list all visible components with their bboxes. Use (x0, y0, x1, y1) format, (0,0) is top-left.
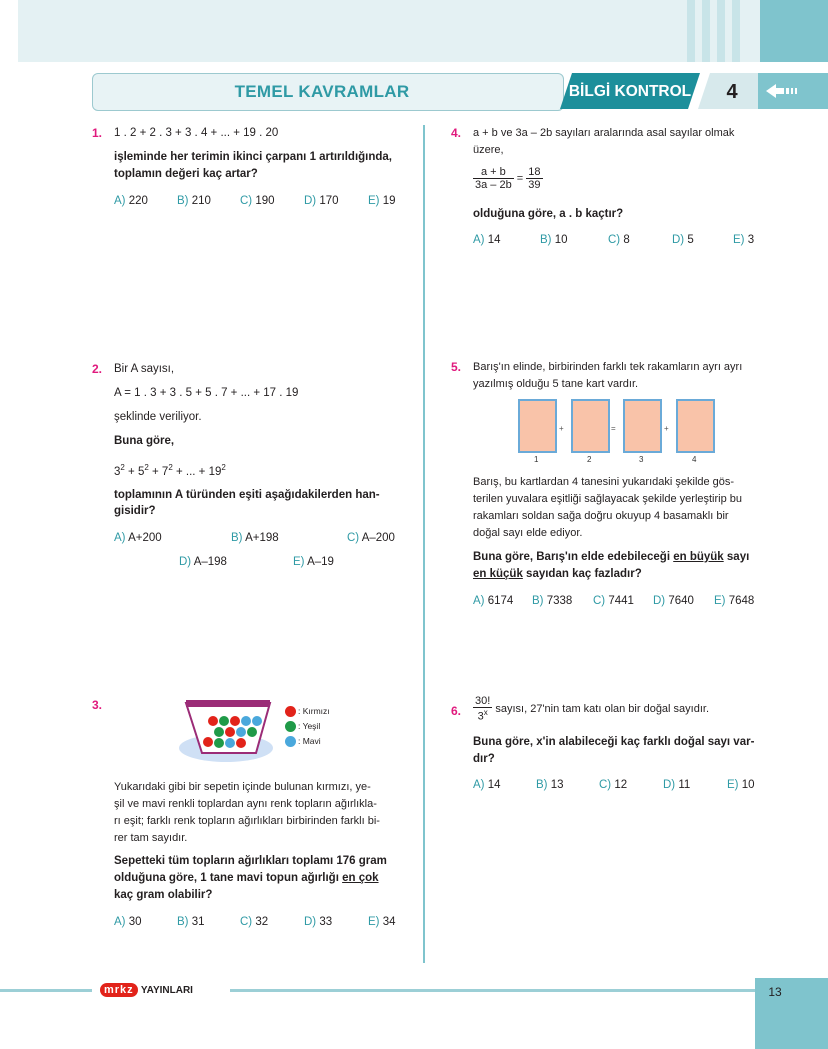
fraction-equation: $\frac{a + b}{3a - 2b}$ = $\frac{18}{39}$ (475, 166, 541, 191)
fraction-statement: $\frac{30!}{3^x}$ sayısı, 27'nin tam katı olan bir doğal sayıdır. (475, 695, 710, 723)
answer-option-b[interactable] (536, 779, 564, 791)
question-text: a + b ve 3a – 2b sayıları aralarında asal sayılar olmak (473, 127, 735, 139)
blue-ball (252, 716, 262, 726)
legend-green: : Yeşil (285, 721, 320, 732)
question-text: Yukarıdaki gibi bir sepetin içinde bulunan kırmızı, ye- (114, 781, 371, 793)
red-ball (230, 716, 240, 726)
question-text: rakamları soldan sağa doğru okuyup 4 basamaklı bir (473, 510, 729, 522)
question-number: 6. (451, 704, 462, 718)
question-text: rer tam sayıdır. (114, 832, 188, 844)
answer-option-d[interactable] (672, 234, 694, 246)
answer-option-a[interactable] (473, 779, 501, 791)
answer-option-c[interactable] (347, 532, 395, 544)
red-ball-icon (285, 706, 296, 717)
question-text: şil ve mavi renkli toplardan aynı renk topların ağırlıkla- (114, 798, 377, 810)
question-text: şeklinde veriliyor. (114, 411, 202, 423)
question-number: 4. (451, 126, 462, 140)
option-value: 7648 (728, 595, 755, 607)
option-value: 170 (319, 195, 339, 207)
question-text: terilen yuvalara eşitliği sağlayacak şekilde yerleştirip bu (473, 493, 743, 505)
option-value: 14 (487, 234, 501, 246)
fraction: $\frac{30!}{3^x}$ (475, 695, 491, 723)
page-title: TEMEL KAVRAMLAR (234, 82, 410, 101)
option-letter: D) (304, 916, 317, 928)
green-ball-icon (285, 721, 296, 732)
option-letter: C) (599, 779, 612, 791)
option-letter: B) (177, 916, 189, 928)
option-value: A–19 (307, 556, 334, 568)
question-number: 3. (92, 698, 103, 712)
question-text: gisidir? (114, 505, 156, 517)
red-ball (236, 738, 246, 748)
answer-option-b[interactable] (177, 916, 205, 928)
footer-line (0, 989, 92, 992)
legend-red: : Kırmızı (285, 706, 330, 717)
option-value: 31 (191, 916, 205, 928)
option-letter: A) (114, 195, 126, 207)
answer-option-e[interactable] (293, 556, 334, 568)
green-ball (247, 727, 257, 737)
answer-option-c[interactable] (599, 779, 627, 791)
option-letter: B) (532, 595, 544, 607)
option-letter: C) (240, 195, 253, 207)
option-letter: E) (714, 595, 726, 607)
option-value: A+200 (128, 532, 162, 544)
legend-blue: : Mavi (285, 736, 321, 747)
option-letter: A) (473, 234, 485, 246)
question-text: rı eşit; farklı renk topların ağırlıkları birbirinden farklı bi- (114, 815, 380, 827)
option-letter: B) (231, 532, 243, 544)
option-letter: A) (473, 779, 485, 791)
option-value: 30 (128, 916, 142, 928)
card-slot-2 (571, 399, 610, 453)
answer-option-d[interactable] (304, 916, 332, 928)
option-letter: E) (727, 779, 739, 791)
question-number: 5. (451, 360, 462, 374)
option-value: 10 (554, 234, 568, 246)
publisher-logo (100, 983, 193, 997)
option-value: 6174 (487, 595, 514, 607)
answer-option-e[interactable] (733, 234, 754, 246)
option-letter: C) (347, 532, 360, 544)
option-value: 8 (623, 234, 630, 246)
question-number: 2. (92, 362, 103, 376)
answer-option-a[interactable] (473, 234, 501, 246)
option-value: 33 (319, 916, 333, 928)
question-text: toplamının A türünden eşiti aşağıdakilerden han- (114, 489, 380, 501)
option-value: 3 (747, 234, 755, 246)
question-text: olduğuna göre, a . b kaçtır? (473, 208, 624, 220)
plus-sign: + (559, 424, 564, 433)
red-ball (225, 727, 235, 737)
section-title: BİLGİ KONTROL (568, 83, 692, 100)
option-value: 19 (382, 195, 396, 207)
nav-arrow-box (758, 73, 828, 109)
publisher-name: YAYINLARI (140, 985, 193, 996)
logo-badge: mrkz (100, 983, 138, 997)
fraction-right: $\frac{18}{39}$ (528, 166, 541, 191)
card-slot-1 (518, 399, 557, 453)
option-letter: B) (177, 195, 189, 207)
question-text: Buna göre, x'in alabileceği kaç farklı doğal sayı var- (473, 736, 755, 748)
column-divider (423, 125, 425, 963)
question-text: kaç gram olabilir? (114, 889, 213, 901)
option-value: 34 (382, 916, 396, 928)
question-text: Sepetteki tüm topların ağırlıkları toplamı 176 gram (114, 855, 387, 867)
banner-stripe (717, 0, 725, 62)
option-letter: D) (653, 595, 666, 607)
option-value: 7640 (668, 595, 694, 607)
option-letter: D) (304, 195, 317, 207)
question-text: Barış, bu kartlardan 4 tanesini yukarıdaki şekilde gös- (473, 476, 735, 488)
answer-option-a[interactable] (473, 595, 513, 607)
answer-option-c[interactable] (240, 916, 268, 928)
option-letter: A) (114, 916, 126, 928)
option-value: 190 (255, 195, 275, 207)
banner-stripe (702, 0, 710, 62)
option-value: 210 (191, 195, 211, 207)
page-number: 13 (768, 985, 782, 999)
option-value: A–200 (361, 532, 395, 544)
blue-ball (241, 716, 251, 726)
option-letter: E) (733, 234, 745, 246)
option-letter: E) (368, 916, 380, 928)
option-value: 12 (614, 779, 628, 791)
banner-corner (760, 0, 828, 62)
answer-option-a[interactable] (114, 916, 142, 928)
option-value: 220 (128, 195, 148, 207)
card-label: 1 (534, 455, 539, 464)
card-label: 3 (639, 455, 644, 464)
option-value: 10 (741, 779, 755, 791)
option-value: A+198 (245, 532, 279, 544)
equals-sign: = (611, 424, 616, 433)
question-number: 1. (92, 126, 103, 140)
option-value: 14 (487, 779, 501, 791)
option-value: 7441 (608, 595, 634, 607)
option-value: A–198 (193, 556, 227, 568)
banner-stripe (687, 0, 695, 62)
blue-ball (236, 727, 246, 737)
option-letter: C) (593, 595, 606, 607)
question-text: Bir A sayısı, (114, 363, 175, 375)
answer-option-d[interactable] (663, 779, 690, 791)
banner-stripe (732, 0, 740, 62)
option-letter: A) (114, 532, 126, 544)
green-ball (219, 716, 229, 726)
question-text: doğal sayı elde ediyor. (473, 527, 583, 539)
answer-option-c[interactable] (593, 595, 634, 607)
answer-option-e[interactable] (714, 595, 754, 607)
answer-option-a[interactable] (114, 532, 162, 544)
card-label: 4 (692, 455, 697, 464)
red-ball (208, 716, 218, 726)
option-letter: B) (540, 234, 552, 246)
question-expression: 1 . 2 + 2 . 3 + 3 . 4 + ... + 19 . 20 (114, 127, 279, 139)
answer-option-b[interactable] (532, 595, 572, 607)
option-value: 7338 (546, 595, 573, 607)
question-text: Buna göre, (114, 435, 175, 447)
answer-option-e[interactable] (727, 779, 755, 791)
question-text: olduğuna göre, 1 tane mavi topun ağırlığı en çok (114, 872, 379, 884)
option-value: 32 (255, 916, 269, 928)
option-letter: B) (536, 779, 548, 791)
option-letter: D) (663, 779, 676, 791)
sum-expression: $3^2 + 5^2 + 7^2$ + ... + $19^2$ (114, 463, 226, 478)
answer-option-e[interactable] (368, 916, 396, 928)
answer-option-d[interactable] (179, 556, 227, 568)
question-text: üzere, (473, 144, 504, 156)
answer-option-e[interactable] (368, 195, 396, 207)
plus-sign: + (664, 424, 669, 433)
basket-illustration (176, 697, 282, 767)
answer-option-a[interactable] (114, 195, 148, 207)
question-expression: A = 1 . 3 + 3 . 5 + 5 . 7 + ... + 17 . 19 (114, 387, 299, 399)
question-text: Buna göre, Barış'ın elde edebileceği en büyük sayı (473, 551, 750, 563)
option-value: 5 (687, 234, 694, 246)
option-value: 11 (678, 779, 691, 791)
red-ball (203, 737, 213, 747)
question-text: Barış'ın elinde, birbirinden farklı tek rakamların ayrı ayrı (473, 361, 743, 373)
green-ball (214, 727, 224, 737)
answer-option-d[interactable] (304, 195, 339, 207)
fraction-left: $\frac{a + b}{3a - 2b}$ (475, 166, 512, 191)
question-text: en küçük sayıdan kaç fazladır? (473, 568, 642, 580)
question-text: işleminde her terimin ikinci çarpanı 1 artırıldığında, (114, 151, 392, 163)
question-text: yazılmış olduğu 5 tane kart vardır. (473, 378, 639, 390)
section-number: 4 (726, 81, 738, 103)
blue-ball (225, 738, 235, 748)
card-slot-3 (623, 399, 662, 453)
answer-option-c[interactable] (608, 234, 630, 246)
option-letter: C) (240, 916, 253, 928)
blue-ball-icon (285, 736, 296, 747)
green-ball (214, 738, 224, 748)
question-text: toplamın değeri kaç artar? (114, 168, 258, 180)
option-letter: D) (672, 234, 685, 246)
answer-option-d[interactable] (653, 595, 694, 607)
footer-line (230, 989, 755, 992)
answer-option-c[interactable] (240, 195, 275, 207)
option-value: 13 (550, 779, 564, 791)
question-text: dır? (473, 753, 495, 765)
option-letter: D) (179, 556, 192, 568)
answer-option-b[interactable] (540, 234, 568, 246)
option-letter: A) (473, 595, 485, 607)
answer-option-b[interactable] (177, 195, 211, 207)
option-letter: E) (368, 195, 380, 207)
card-label: 2 (587, 455, 592, 464)
option-letter: C) (608, 234, 621, 246)
answer-option-b[interactable] (231, 532, 279, 544)
option-letter: E) (293, 556, 305, 568)
card-slot-4 (676, 399, 715, 453)
back-arrow-icon (758, 73, 828, 109)
